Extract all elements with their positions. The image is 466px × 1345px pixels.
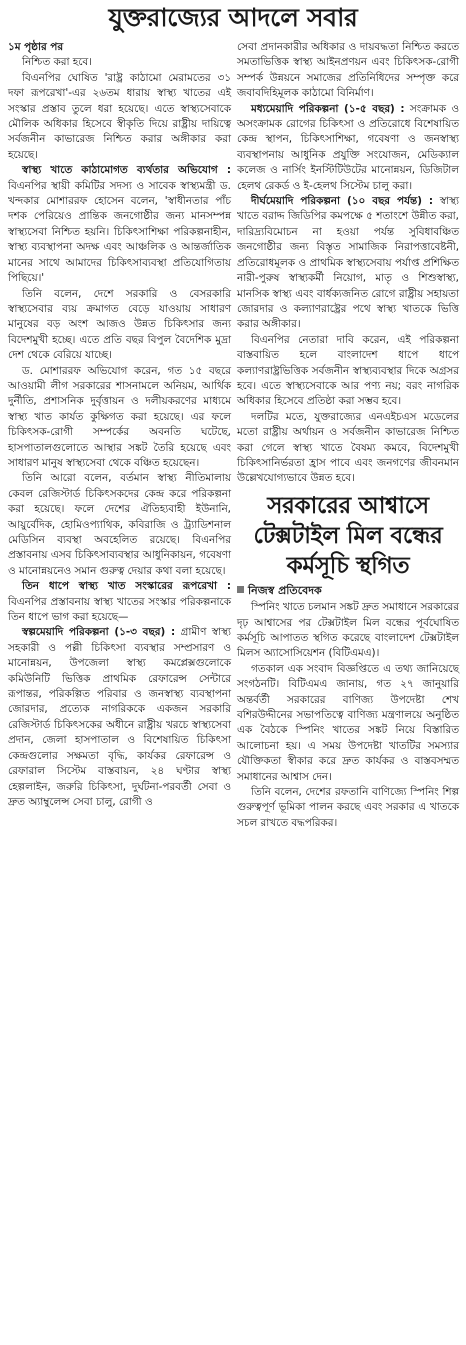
paragraph-text: তিনি বলেন, দেশে সরকারি ও বেসরকারি স্বাস্থ্যসেবার ব্যয় ক্রমাগত বেড়ে যাওয়ায় সাধারণ মানুষের বড় অংশ আজও উন্নত চিকিৎসার জন্য বিদেশমুখী হচ্ছে। এতে প্রতি বছর বিপুল বৈদেশিক মুদ্রা দেশ থেকে বেরিয়ে যাচ্ছে। <box>8 287 231 362</box>
article-paragraph <box>237 194 459 333</box>
article-paragraph: স্পিনিং খাতে চলমান সঙ্কট দ্রুত সমাধানে সরকারের দৃঢ় আশ্বাসের পর টেক্সটাইল মিল বন্ধের পূর্বঘোষিত কর্মসূচি আপাতত স্থগিত করেছে বাংলাদেশ টেক্সটাইল মিলস অ্যাসোসিয়েশন (বিটিএমএ)। <box>237 601 459 660</box>
continued-from-label: ১ম পৃষ্ঠার পর <box>8 41 64 53</box>
article-paragraph <box>237 40 459 102</box>
paragraph-text: ড. মোশাররফ অভিযোগ করেন, গত ১৫ বছরে আওয়ামী লীগ সরকারের শাসনামলে অনিয়ম, আর্থিক দুর্নীতি, প্রশাসনিক দুর্বৃত্তায়ন ও দলীয়করণের মাধ্যমে স্বাস্থ্য খাত কার্যত কুক্ষিগত করা হয়েছে। এর ফলে চিকিৎসক-রোগী সম্পর্কের অবনতি ঘটেছে, হাসপাতালগুলোতে আস্থার সঙ্কট তৈরি হয়েছে এবং সাধারণ মানুষ স্বাস্থ্যসেবা থেকে বঞ্চিত হয়েছেন। <box>8 364 231 469</box>
article-paragraph <box>8 71 231 163</box>
article-paragraph <box>8 364 231 472</box>
subheading: স্বাস্থ্য খাতে কাঠামোগত ব্যর্থতার অভিযোগ : <box>22 164 231 177</box>
paragraph-text: স্বাস্থ্য খাতে বরাদ্দ জিডিপির কমপক্ষে ৫ শতাংশে উন্নীত করা, দারিদ্র্যবিমোচন না হওয়া পর্যন্ত সুবিধাবঞ্চিত জনগোষ্ঠীর জন্য বিস্তৃত সামাজিক নিরাপত্তাবেষ্টনী, প্রতিরোধমূলক ও প্রাথমিক স্বাস্থ্যসেবায় পর্যাপ্ত প্রশিক্ষিত নারী-পুরুষ স্বাস্থ্যকর্মী নিয়োগ, মাতৃ ও শিশুস্বাস্থ্য, মানসিক স্বাস্থ্য এবং বার্ধক্যজনিত রোগে রাষ্ট্রীয় সহায়তা জোরদার ও কল্যাণরাষ্ট্রের পথে স্বাস্থ্য খাতকে ভিত্তি করার অঙ্গীকার। <box>237 195 459 331</box>
reporter-name: নিজস্ব প্রতিবেদক <box>248 583 322 597</box>
continuation-label <box>8 40 231 55</box>
paragraph-text: বিএনপির স্থায়ী কমিটির সদস্য ও সাবেক স্বাস্থ্যমন্ত্রী ড. খন্দকার মোশাররফ হোসেন বলেন, 'স্বাধীনতার পাঁচ দশক পেরিয়েও প্রান্তিক জনগোষ্ঠীর জন্য মানসম্পন্ন স্বাস্থ্যসেবা নিশ্চিত হয়নি। চিকিৎসাশিক্ষা পরিকল্পনাহীন, স্বাস্থ্য ব্যবস্থাপনা অদক্ষ এবং আঞ্চলিক ও আন্তর্জাতিক মানের সাথে আমাদের চিকিৎসাব্যবস্থা প্রতিযোগিতায় পিছিয়ে।' <box>8 179 231 285</box>
second-headline: সরকারের আশ্বাসে টেক্সটাইল মিল বন্ধের কর্মসূচি স্থগিত <box>253 491 443 579</box>
paragraph-text: বিএনপির প্রস্তাবনায় স্বাস্থ্য খাতের সংস্কার পরিকল্পনাকে তিন ধাপে ভাগ করা হয়েছে— <box>8 595 231 624</box>
article-paragraph <box>8 579 231 625</box>
byline <box>237 583 459 598</box>
paragraph-text: তিনি আরো বলেন, বর্তমান স্বাস্থ্য নীতিমালায় কেবল রেজিস্টার্ড চিকিৎসকদের কেন্দ্র করে পরিকল্পনা করা হয়েছে। ফলে দেশের ঐতিহ্যবাহী ইউনানি, আয়ুর্বেদিক, হোমিওপ্যাথিক, কবিরাজি ও ট্র্যাডিশনাল মেডিসিন ব্যবস্থা অবহেলিত রয়েছে। বিএনপির প্রস্তাবনায় এসব চিকিৎসাব্যবস্থার আধুনিকায়ন, গবেষণা ও মানোন্নয়নেও সমান গুরুত্ব দেয়ার কথা বলা হয়েছে। <box>8 472 231 577</box>
paragraph-text: নিশ্চিত করা হবে। <box>22 56 92 69</box>
article-paragraph <box>8 287 231 364</box>
article-paragraph <box>8 471 231 579</box>
right-column <box>237 40 459 831</box>
article-paragraph <box>237 333 459 410</box>
article-paragraph <box>237 410 459 487</box>
article-paragraph: তিনি বলেন, দেশের রফতানি বাণিজ্যে স্পিনিং শিল্প গুরুত্বপূর্ণ ভূমিকা পালন করছে এবং সরকার এ খাতকে সচল রাখতে বদ্ধপরিকর। <box>237 786 459 829</box>
subheading: মধ্যমেয়াদি পরিকল্পনা (১-৫ বছর) : <box>251 102 405 115</box>
paragraph-text: দলটির মতে, যুক্তরাজ্যের এনএইচএস মডেলের মতো রাষ্ট্রীয় অর্থায়ন ও সর্বজনীন কাভারেজ নিশ্চিত করা গেলে স্বাস্থ্য খাতে বৈষম্য কমবে, বিদেশমুখী চিকিৎসানির্ভরতা হ্রাস পাবে এবং জনগণের জীবনমান উল্লেখযোগ্যভাবে উন্নত হবে। <box>237 410 459 485</box>
paragraph-text: সেবা প্রদানকারীর অধিকার ও দায়বদ্ধতা নিশ্চিত করতে সমতাভিত্তিক স্বাস্থ্য আইনপ্রণয়ন এবং চিকিৎসক-রোগী সম্পর্ক উন্নয়নে সমাজের প্রতিনিধিদের সম্পৃক্ত করে জবাবদিহিমূলক কাঠামো বিনির্মাণ। <box>237 41 459 100</box>
left-column <box>8 40 231 810</box>
subheading: দীর্ঘমেয়াদি পরিকল্পনা (১০ বছর পর্যন্ত) : <box>251 195 434 208</box>
paragraph-text: গ্রামীণ স্বাস্থ্য সহকারী ও পল্লী চিকিৎসা ব্যবস্থার সম্প্রসারণ ও মানোন্নয়ন, উপজেলা স্বাস্থ্য কমপ্লেক্সগুলোকে কমিউনিটি ভিত্তিক প্রাথমিক রেফারেন্স সেন্টারে রূপান্তর, পরিকল্পিত পরিবার ও জনস্বাস্থ্য ব্যবস্থাপনা জোরদার, প্রত্যেক নাগরিককে একজন সরকারি রেজিস্টার্ড চিকিৎসকের অধীনে রাষ্ট্রীয় খরচে স্বাস্থ্যসেবা প্রদান, জেলা হাসপাতাল ও বিশেষায়িত চিকিৎসা কেন্দ্রগুলোর সক্ষমতা বৃদ্ধি, কার্যকর রেফারেন্স ও রেফারাল সিস্টেম বাস্তবায়ন, ২৪ ঘণ্টার স্বাস্থ্য হেল্পলাইন, জরুরি চিকিৎসা, দুর্ঘটনা-পরবর্তী সেবা ও দ্রুত অ্যাম্বুলেন্স সেবা চালু, রোগী ও <box>8 626 232 808</box>
subheading: তিন ধাপে স্বাস্থ্য খাত সংস্কারের রূপরেখা : <box>22 580 231 593</box>
article-paragraph <box>237 102 459 194</box>
main-headline: যুক্তরাজ্যের আদলে সবার <box>108 3 358 32</box>
article-paragraph <box>8 55 231 70</box>
subheading: স্বল্পমেয়াদি পরিকল্পনা (১-৩ বছর) : <box>22 626 176 639</box>
article-paragraph: গতকাল এক সংবাদ বিজ্ঞপ্তিতে এ তথ্য জানিয়েছে সংগঠনটি। বিটিএমএ জানায়, গত ২৭ জানুয়ারি অন্তর্বর্তী সরকারের বাণিজ্য উপদেষ্টা শেখ বশিরউদ্দীনের সভাপতিত্বে বাণিজ্য মন্ত্রণালয়ে অনুষ্ঠিত এক বৈঠকে স্পিনিং খাতের সঙ্কট নিয়ে বিস্তারিত আলোচনা হয়। এ সময় উপদেষ্টা খাতটির সমস্যার যৌক্তিকতা স্বীকার করে দ্রুত কার্যকর ও বাস্তবসম্মত সমাধানের আশ্বাস দেন। <box>237 662 459 783</box>
paragraph-text: বিএনপির নেতারা দাবি করেন, এই পরিকল্পনা বাস্তবায়িত হলে বাংলাদেশ ধাপে ধাপে কল্যাণরাষ্ট্রভিত্তিক সর্বজনীন স্বাস্থ্যব্যবস্থার দিকে অগ্রসর হবে। এতে স্বাস্থ্যসেবাকে আর পণ্য নয়; বরং নাগরিক অধিকার হিসেবে প্রতিষ্ঠা করা সম্ভব হবে। <box>237 333 459 408</box>
paragraph-text: বিএনপির ঘোষিত 'রাষ্ট্র কাঠামো মেরামতের ৩১ দফা রূপরেখা'-এর ২৬তম ধারায় স্বাস্থ্য খাতের এই সংস্কার প্রস্তাব তুলে ধরা হয়েছে। এতে স্বাস্থ্যসেবাকে মৌলিক অধিকার হিসেবে স্বীকৃতি দিয়ে রাষ্ট্রীয় দায়িত্বে সর্বজনীন কাভারেজ নিশ্চিত করার অঙ্গীকার করা হয়েছে। <box>8 71 231 161</box>
article-paragraph <box>8 163 231 286</box>
square-bullet-icon <box>237 586 244 593</box>
paragraph-text: সংক্রামক ও অসংক্রামক রোগের চিকিৎসা ও প্রতিরোধে বিশেষায়িত কেন্দ্র স্থাপন, চিকিৎসাশিক্ষা, গবেষণা ও জনস্বাস্থ্য ব্যবস্থাপনায় আধুনিক প্রযুক্তি সংযোজন, মেডিক্যাল কলেজ ও নার্সিং ইনস্টিটিউটের মানোন্নয়ন, ডিজিটাল হেলথ রেকর্ড ও ই-হেলথ সিস্টেম চালু করা। <box>237 102 459 192</box>
article-paragraph <box>8 625 231 810</box>
